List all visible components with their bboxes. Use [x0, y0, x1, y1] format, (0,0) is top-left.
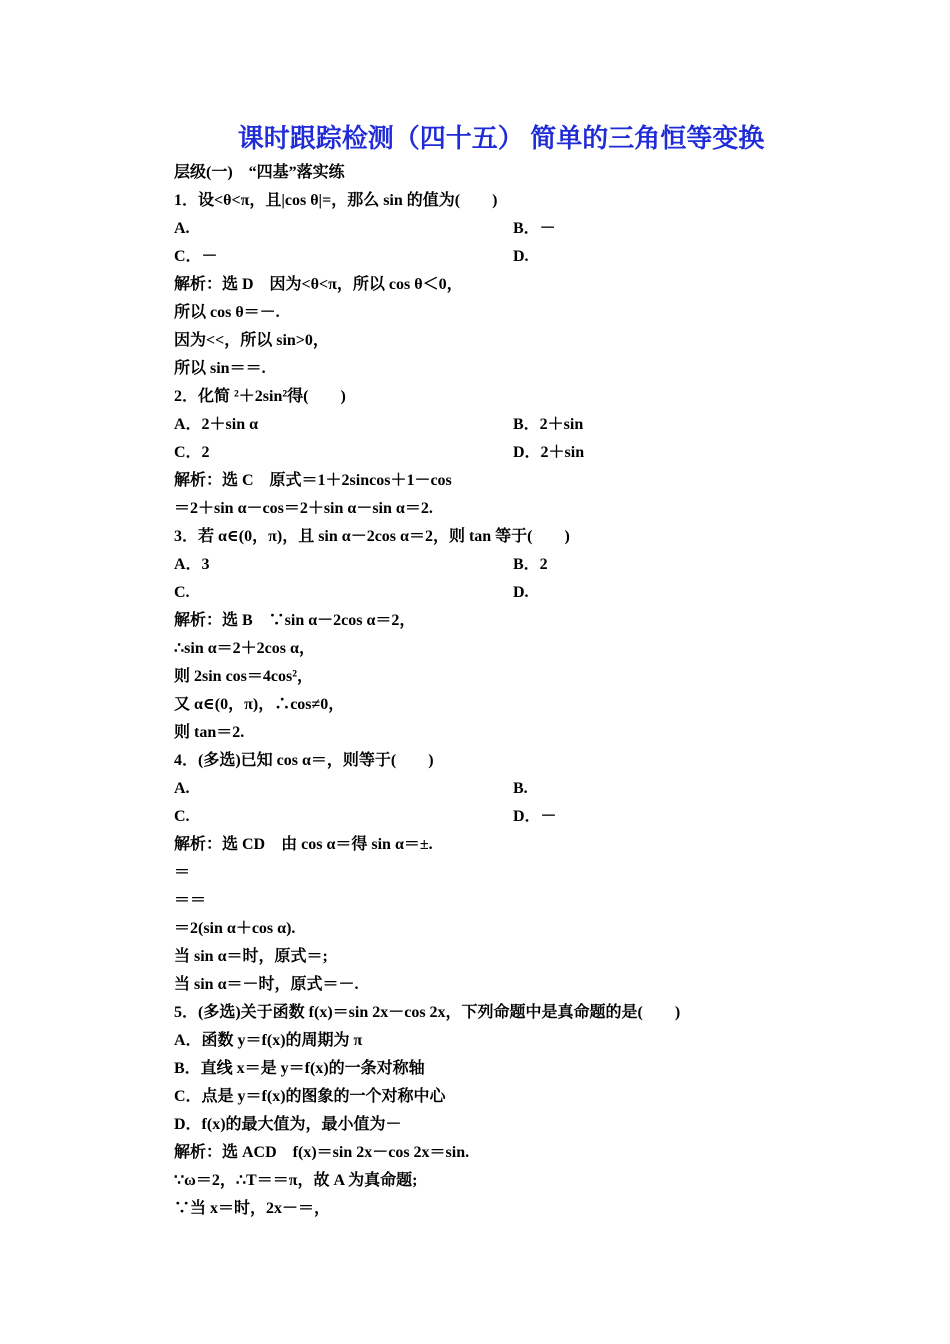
question-4-options-cd — [174, 803, 774, 831]
analysis-line: ＝2(sin α＋cos α). — [174, 920, 296, 937]
question-4-options-ab — [174, 775, 774, 803]
option-d: D. — [513, 584, 529, 601]
option-a: A．2＋sin α — [174, 416, 259, 433]
option-d: D．f(x)的最大值为，最小值为－ — [174, 1116, 402, 1133]
question-5-stem: 5．(多选)关于函数 f(x)＝sin 2x－cos 2x，下列命题中是真命题的是( ) — [174, 1004, 681, 1021]
analysis-line: ＝2＋sin α－cos＝2＋sin α－sin α＝2. — [174, 500, 433, 517]
analysis-line: 则 2sin cos＝4cos²， — [174, 668, 314, 685]
option-a: A. — [174, 220, 190, 237]
option-c: C. — [174, 584, 190, 601]
analysis-line: 所以 cos θ＝－. — [174, 304, 280, 321]
analysis-line: 当 sin α＝时，原式＝; — [174, 948, 328, 965]
option-b: B．直线 x＝是 y＝f(x)的一条对称轴 — [174, 1060, 425, 1077]
analysis-line: ∵当 x＝时，2x－＝， — [174, 1200, 331, 1217]
analysis-line: 解析：选 ACD f(x)＝sin 2x－cos 2x＝sin. — [174, 1144, 470, 1161]
question-2-options-cd — [174, 439, 774, 467]
option-b: B．－ — [513, 220, 556, 237]
question-1-options-ab — [174, 215, 774, 243]
option-b: B．2 — [513, 556, 548, 573]
question-1-stem: 1．设<θ<π，且|cos θ|=，那么 sin 的值为( ) — [174, 192, 498, 209]
option-a: A．3 — [174, 556, 210, 573]
option-c: C. — [174, 808, 190, 825]
option-d: D. — [513, 248, 529, 265]
question-2-options-ab — [174, 411, 774, 439]
question-3-options-cd — [174, 579, 774, 607]
question-3-options-ab — [174, 551, 774, 579]
option-d: D．2＋sin — [513, 444, 585, 461]
analysis-line: ＝＝ — [174, 892, 207, 909]
page-title: 课时跟踪检测（四十五） 简单的三角恒等变换 — [237, 124, 765, 153]
analysis-line: 则 tan＝2. — [174, 724, 245, 741]
analysis-line: 又 α∈(0，π)，∴cos≠0， — [174, 696, 345, 713]
option-c: C．－ — [174, 248, 218, 265]
option-c: C．点是 y＝f(x)的图象的一个对称中心 — [174, 1088, 446, 1105]
option-a: A. — [174, 780, 190, 797]
analysis-line: ∴sin α＝2＋2cos α， — [174, 640, 315, 657]
content — [174, 159, 774, 1223]
analysis-line: 解析：选 B ∵sin α－2cos α＝2， — [174, 612, 416, 629]
analysis-line: 解析：选 CD 由 cos α＝得 sin α＝±. — [174, 836, 433, 853]
analysis-line: ∵ω＝2，∴T＝＝π，故 A 为真命题; — [174, 1172, 418, 1189]
question-1-options-cd — [174, 243, 774, 271]
option-b: B．2＋sin — [513, 416, 584, 433]
option-d: D．－ — [513, 808, 557, 825]
question-2-stem: 2．化简 ²＋2sin²得( ) — [174, 388, 346, 405]
option-b: B. — [513, 780, 528, 797]
level-heading: 层级(一) “四基”落实练 — [174, 164, 345, 181]
analysis-line: ＝ — [174, 864, 191, 881]
question-4-stem: 4．(多选)已知 cos α＝，则等于( ) — [174, 752, 434, 769]
question-3-stem: 3．若 α∈(0，π)，且 sin α－2cos α＝2，则 tan 等于( ) — [174, 528, 570, 545]
analysis-line: 当 sin α＝－时，原式＝－. — [174, 976, 359, 993]
analysis-line: 因为<<，所以 sin>0， — [174, 332, 329, 349]
option-c: C．2 — [174, 444, 210, 461]
analysis-line: 所以 sin＝＝. — [174, 360, 266, 377]
analysis-line: 解析：选 C 原式＝1＋2sincos＋1－cos — [174, 472, 452, 489]
analysis-line: 解析：选 D 因为<θ<π，所以 cos θ＜0， — [174, 276, 463, 293]
option-a: A．函数 y＝f(x)的周期为 π — [174, 1032, 363, 1049]
